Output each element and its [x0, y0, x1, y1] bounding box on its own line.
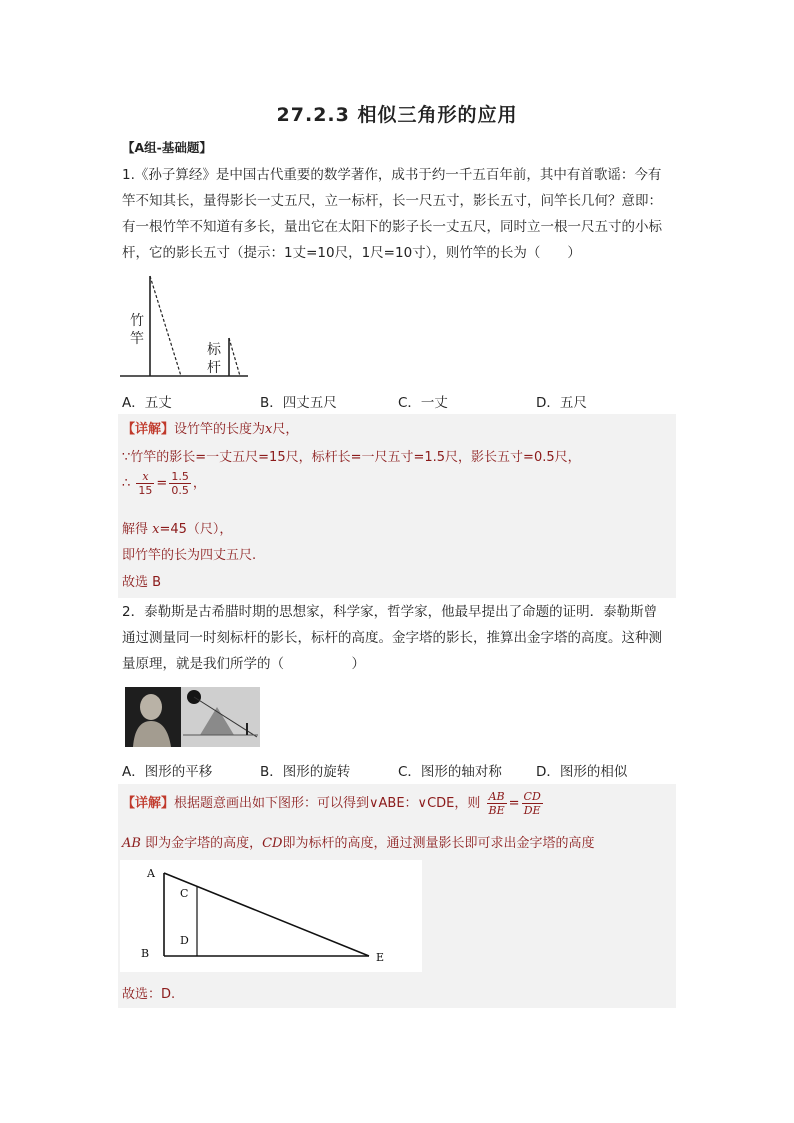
bamboo-sun-ray: [150, 276, 181, 376]
bamboo-shadow-figure: [118, 270, 253, 382]
detail-tag: 【详解】: [122, 796, 175, 811]
detail-line: [122, 418, 298, 437]
question-2-line: 量原理，就是我们所学的（ ）: [122, 656, 365, 672]
rod-label: 标: [207, 342, 221, 358]
question-2-options: [122, 760, 678, 782]
label-b: B: [141, 947, 150, 960]
group-label: 【A组-基础题】: [122, 140, 212, 155]
equals-sign: =: [156, 476, 168, 491]
question-2-line: 通过测量同一时刻标杆的影长，标杆的高度。金字塔的影长，推算出金字塔的高度。这种测: [122, 630, 662, 646]
label-d: D: [180, 934, 189, 947]
question-1-detail: [118, 414, 676, 598]
option-c[interactable]: C．一丈: [398, 395, 448, 411]
detail-line: 即竹竿的长为四丈五尺.: [122, 548, 257, 563]
answer-line: 故选 B: [122, 575, 162, 590]
detail-tag: 【详解】: [122, 422, 175, 437]
option-a[interactable]: A．图形的平移: [122, 764, 213, 780]
option-a[interactable]: A．五丈: [122, 395, 172, 411]
similar-triangles-figure: [120, 860, 422, 972]
therefore-symbol: ∴: [122, 476, 131, 491]
question-1-line: 1.《孙子算经》是中国古代重要的数学著作，成书于约一千五百年前，其中有首歌谣：今有: [122, 167, 662, 183]
option-d[interactable]: D．五尺: [536, 395, 587, 411]
detail-line: [122, 518, 232, 537]
variable-x: x: [152, 522, 160, 537]
label-c: C: [180, 887, 189, 900]
detail-text: 即为金字塔的高度，: [140, 836, 263, 851]
question-2-detail: [118, 784, 676, 1008]
question-1-text: [122, 162, 678, 266]
fraction-numerator: 1.5: [171, 470, 189, 483]
segment-cd: CD: [262, 836, 283, 851]
option-c[interactable]: C．图形的轴对称: [398, 764, 502, 780]
answer-line: 故选：D.: [122, 987, 176, 1002]
question-2-line: 2．泰勒斯是古希腊时期的思想家，科学家，哲学家，他最早提出了命题的证明．泰勒斯曾: [122, 604, 658, 620]
fraction-numerator: AB: [487, 790, 507, 804]
bamboo-label: 竿: [130, 331, 144, 347]
fraction-denominator: 15: [138, 484, 153, 497]
option-d[interactable]: D．图形的相似: [536, 764, 628, 780]
detail-text: 即为标杆的高度，通过测量影长即可求出金字塔的高度: [282, 836, 595, 851]
thales-pyramid-photos: [125, 687, 260, 747]
question-1-options: [122, 391, 678, 413]
detail-text: 设竹竿的长度为: [174, 422, 266, 437]
bamboo-label: 竹: [130, 313, 144, 329]
bust-head: [140, 694, 162, 720]
label-e: E: [376, 951, 385, 964]
detail-text: =45（尺），: [159, 522, 233, 537]
detail-text: 根据题意画出如下图形：可以得到∨ABE：∨CDE，则: [174, 796, 481, 811]
fraction: [487, 790, 507, 817]
fraction: [169, 470, 191, 497]
fraction: [522, 790, 543, 817]
variable-x: x: [265, 422, 273, 437]
option-b[interactable]: B．四丈五尺: [260, 395, 337, 411]
label-a: A: [147, 867, 155, 880]
question-1-line: 有一根竹竿不知道有多长，量出它在太阳下的影子长一丈五尺，同时立一根一尺五寸的小标: [122, 219, 662, 235]
question-1-line: 杆，它的影长五寸（提示：1丈=10尺，1尺=10寸），则竹竿的长为（ ）: [122, 245, 581, 261]
fraction-denominator: DE: [523, 804, 541, 817]
detail-line: [122, 832, 594, 851]
equals-sign: =: [508, 796, 520, 811]
segment-ab: AB: [122, 836, 141, 851]
option-b[interactable]: B．图形的旋转: [260, 764, 351, 780]
detail-text: 尺，: [272, 422, 299, 437]
fraction-denominator: 0.5: [171, 484, 189, 497]
equation-line: [122, 470, 206, 497]
fraction-numerator: x: [136, 470, 154, 484]
detail-line: [122, 790, 545, 817]
question-1-line: 竿不知其长，量得影长一丈五尺，立一标杆，长一尺五寸，影长五寸，问竿长几何？意即：: [122, 193, 662, 209]
rod-label: 杆: [207, 360, 221, 376]
detail-line: ∵竹竿的影长=一丈五尺=15尺，标杆长=一尺五寸=1.5尺，影长五寸=0.5尺，: [122, 450, 581, 465]
fraction-denominator: BE: [488, 804, 505, 817]
detail-text: 解得: [122, 522, 149, 537]
detail-text: ，: [192, 476, 206, 491]
fraction: [136, 470, 154, 497]
question-2-text: [122, 599, 678, 677]
page-title: 27.2.3 相似三角形的应用: [276, 104, 518, 126]
rod-sun-ray: [229, 338, 240, 376]
fraction-numerator: CD: [523, 790, 541, 803]
